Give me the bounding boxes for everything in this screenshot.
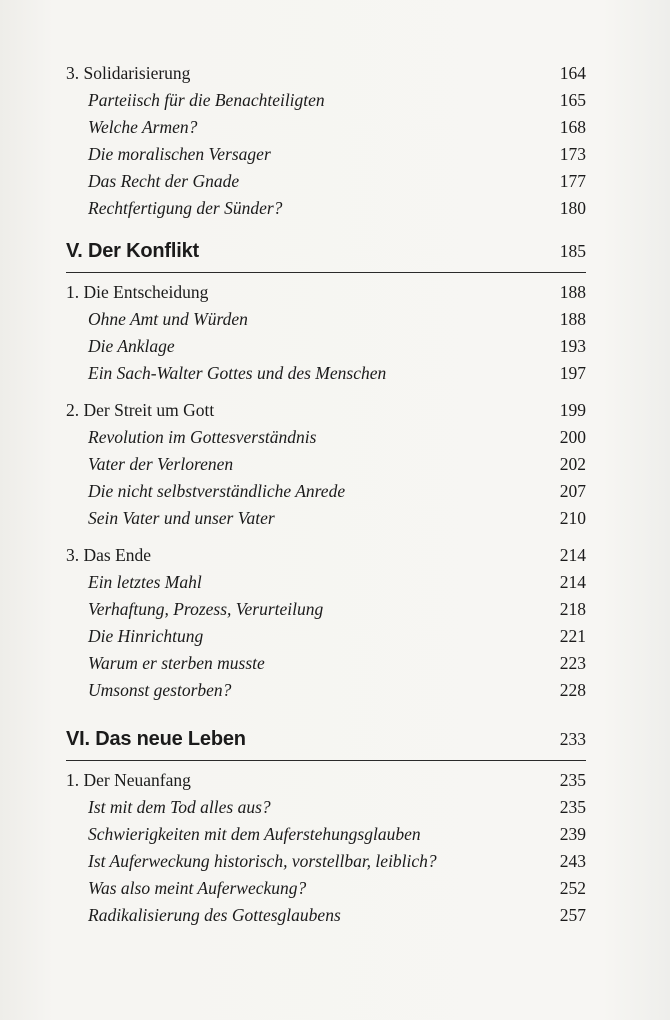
toc-page-number: 221	[559, 626, 586, 646]
toc-section	[66, 542, 586, 569]
toc-entry-title: Ein Sach-Walter Gottes und des Menschen	[88, 363, 387, 383]
toc-part-title: VI. Das neue Leben	[66, 728, 246, 750]
toc-page-number: 193	[559, 336, 586, 356]
toc-entry	[66, 333, 586, 360]
toc-page-number: 228	[559, 680, 586, 700]
toc-page-number: 257	[559, 905, 586, 925]
toc-entry-title: Was also meint Auferweckung?	[88, 878, 307, 898]
toc-entry-title: Ohne Amt und Würden	[88, 309, 248, 329]
toc-page-number: 214	[559, 545, 586, 565]
toc-section	[66, 767, 586, 794]
toc-part-title: V. Der Konflikt	[66, 240, 199, 262]
toc-page-number: 235	[559, 770, 586, 790]
toc-section-title: 3. Solidarisierung	[66, 63, 191, 83]
toc-entry-title: Verhaftung, Prozess, Verurteilung	[88, 599, 324, 619]
toc-entry-title: Rechtfertigung der Sünder?	[88, 198, 283, 218]
toc-entry-title: Vater der Verlorenen	[88, 454, 234, 474]
toc-entry	[66, 677, 586, 704]
toc-entry-title: Revolution im Gottesverständnis	[88, 427, 317, 447]
toc-page-number: 180	[559, 198, 586, 218]
toc-part-heading	[66, 718, 586, 760]
toc-entry	[66, 902, 586, 929]
toc-entry	[66, 596, 586, 623]
toc-page-number: 164	[559, 63, 586, 83]
toc-page-number: 223	[559, 653, 586, 673]
toc-entry-title: Umsonst gestorben?	[88, 680, 232, 700]
toc-entry-title: Ist Auferweckung historisch, vorstellbar, leiblich?	[88, 851, 437, 871]
toc-entry	[66, 505, 586, 532]
toc-page-number: 210	[559, 508, 586, 528]
toc-entry	[66, 875, 586, 902]
toc-part-heading	[66, 230, 586, 272]
toc-entry-title: Sein Vater und unser Vater	[88, 508, 275, 528]
toc-entry	[66, 195, 586, 222]
toc-page-number: 239	[559, 824, 586, 844]
toc-entry	[66, 623, 586, 650]
toc-page-number: 168	[559, 117, 586, 137]
toc-section	[66, 60, 586, 87]
toc-entry	[66, 424, 586, 451]
toc-page-number: 214	[559, 572, 586, 592]
divider	[66, 272, 586, 273]
toc-section	[66, 397, 586, 424]
toc-section-title: 3. Das Ende	[66, 545, 152, 565]
spacer	[66, 532, 586, 542]
toc-entry	[66, 87, 586, 114]
toc-section-title: 1. Die Entscheidung	[66, 282, 209, 302]
toc-entry	[66, 360, 586, 387]
toc-entry	[66, 306, 586, 333]
toc-page-number: 207	[559, 481, 586, 501]
toc-page-number: 165	[559, 90, 586, 110]
toc-page-number: 200	[559, 427, 586, 447]
toc-page-number: 197	[559, 363, 586, 383]
toc-entry-title: Warum er sterben musste	[88, 653, 265, 673]
toc-page-number: 173	[559, 144, 586, 164]
divider	[66, 760, 586, 761]
toc-entry-title: Ein letztes Mahl	[88, 572, 202, 592]
toc-entry	[66, 478, 586, 505]
toc-page-number: 199	[559, 400, 586, 420]
toc-entry	[66, 650, 586, 677]
toc-entry	[66, 794, 586, 821]
toc-entry-title: Ist mit dem Tod alles aus?	[88, 797, 271, 817]
toc-entry	[66, 168, 586, 195]
toc-entry-title: Die moralischen Versager	[88, 144, 271, 164]
toc-page-number: 243	[559, 851, 586, 871]
toc-page-number: 218	[559, 599, 586, 619]
toc-entry	[66, 821, 586, 848]
toc-entry-title: Radikalisierung des Gottesglaubens	[88, 905, 341, 925]
table-of-contents	[66, 60, 586, 929]
toc-section-title: 1. Der Neuanfang	[66, 770, 191, 790]
toc-entry-title: Parteiisch für die Benachteiligten	[88, 90, 325, 110]
toc-page-number: 202	[559, 454, 586, 474]
toc-section	[66, 279, 586, 306]
toc-page-number: 188	[559, 309, 586, 329]
toc-page-number: 177	[559, 171, 586, 191]
toc-page-number: 188	[559, 282, 586, 302]
toc-entry-title: Die nicht selbstverständliche Anrede	[88, 481, 346, 501]
toc-entry-title: Die Anklage	[88, 336, 175, 356]
toc-page-number: 185	[559, 241, 586, 261]
toc-entry-title: Das Recht der Gnade	[88, 171, 240, 191]
toc-entry	[66, 848, 586, 875]
toc-entry-title: Welche Armen?	[88, 117, 198, 137]
toc-entry	[66, 451, 586, 478]
toc-entry-title: Die Hinrichtung	[88, 626, 204, 646]
toc-page-number: 252	[559, 878, 586, 898]
toc-page-number: 233	[559, 729, 586, 749]
toc-entry-title: Schwierigkeiten mit dem Auferstehungsglauben	[88, 824, 421, 844]
toc-entry	[66, 141, 586, 168]
toc-entry	[66, 569, 586, 596]
spacer	[66, 387, 586, 397]
toc-entry	[66, 114, 586, 141]
toc-page-number: 235	[559, 797, 586, 817]
toc-section-title: 2. Der Streit um Gott	[66, 400, 215, 420]
